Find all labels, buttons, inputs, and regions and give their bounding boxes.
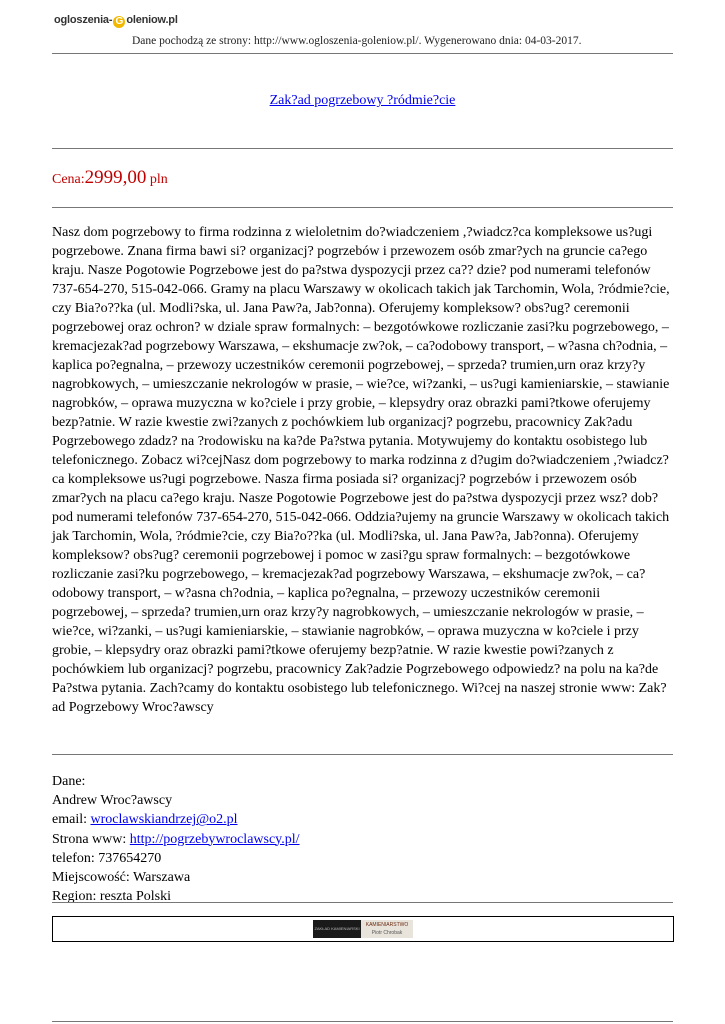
contact-city-row	[52, 868, 300, 887]
www-label: Strona www:	[52, 831, 130, 847]
source-line: Dane pochodzą ze strony: http://www.ogloszenia-goleniow.pl/. Wygenerowano dnia: 04-03-2017.	[132, 35, 582, 47]
contact-region-row	[52, 887, 300, 906]
description-divider	[52, 754, 673, 755]
listing-title	[0, 93, 725, 109]
contact-name: Andrew Wroc?awscy	[52, 793, 173, 809]
logo-text-a: ogloszenia-	[54, 14, 113, 26]
city-value: Warszawa	[133, 870, 191, 886]
footer-divider	[52, 1021, 673, 1022]
price-value: 2999,00	[84, 167, 147, 188]
price-currency: pln	[146, 172, 168, 187]
site-logo[interactable]	[54, 14, 178, 28]
phone-value: 737654270	[98, 850, 162, 866]
listing-title-link[interactable]: Zak?ad pogrzebowy ?ródmie?cie	[269, 93, 456, 108]
banner-box	[52, 916, 674, 942]
contact-block	[52, 772, 300, 906]
logo-text-b: oleniow.pl	[126, 14, 178, 26]
banner-right	[361, 920, 413, 938]
banner-right-title: KAMIENIARSTWO	[365, 922, 409, 928]
email-link[interactable]: wroclawskiandrzej@o2.pl	[90, 812, 238, 828]
city-label: Miejscowość:	[52, 870, 134, 886]
banner-left-text: ZAKŁAD KAMIENIARSKI	[313, 920, 361, 938]
title-divider	[52, 148, 673, 149]
contact-www-row	[52, 830, 300, 849]
www-link[interactable]: http://pogrzebywroclawscy.pl/	[129, 831, 300, 847]
contact-divider	[52, 902, 673, 903]
phone-label: telefon:	[52, 850, 99, 866]
contact-email-row	[52, 810, 300, 829]
region-label: Region:	[52, 889, 100, 905]
email-label: email:	[52, 812, 91, 828]
contact-phone-row	[52, 849, 300, 868]
region-value: reszta Polski	[99, 889, 171, 905]
header-divider	[52, 53, 673, 54]
contact-heading: Dane:	[52, 774, 86, 789]
ad-banner-image[interactable]	[313, 920, 413, 938]
price	[52, 167, 168, 189]
logo-g-icon: G	[113, 16, 125, 28]
price-divider	[52, 207, 673, 208]
price-label: Cena:	[52, 172, 85, 187]
listing-description: Nasz dom pogrzebowy to firma rodzinna z wieloletnim do?wiadczeniem ,?wiadcz?ca kompleksowe us?ugi pogrzebowe. Znana firma bawi si? organizacj? pogrzebów i przewozem osób zmar?ych na gruncie ca?ego kraju. Nasze Pogotowie Pogrzebowe jest do pa?stwa dyspozycji przez ca?? dzie? pod numerami telefonów 737-654-270, 515-042-066. Gramy na placu Warszawy w okolicach takich jak Tarchomin, Wola, ?ródmie?cie, czy Bia?o??ka (ul. Modli?ska, ul. Jana Paw?a, Jab?onna). Oferujemy kompleksow? obs?ug? ceremonii pogrzebowej oraz ochron? w dziale spraw formalnych: – bezgotówkowe rozliczanie zasi?ku pogrzebowego, – kremacjezak?ad pogrzebowy Warszawa, – ekshumacje zw?ok, – ca?odobowy transport, – w?asna ch?odnia, – kaplica po?egnalna, – przewozy uczestników ceremonii pogrzebowej, – sprzeda? trumien,urn oraz krzy?y nagrobkowych, – umieszczanie nekrologów w prasie, – wie?ce, wi?zanki, – us?ugi kamieniarskie, – stawianie nagrobków, – oprawa muzyczna w ko?ciele i przy grobie, – klepsydry oraz obrazki pami?tkowe oferujemy bezp?atnie. W razie kwestie zwi?zanych z pochówkiem lub organizacj? pogrzebu, pracownicy Zak?adu Pogrzebowego zdadz? na ?rodowisku na ka?de Pa?stwa pytania. Motywujemy do kontaktu osobistego lub telefonicznego. Zobacz wi?cejNasz dom pogrzebowy to marka rodzinna z d?ugim do?wiadczeniem ,?wiadcz?ca kompleksowe us?ugi pogrzebowe. Nasza firma posiada si? organizacj? pogrzebów i przewozem osób zmar?ych na placu ca?ego kraju. Nasze Pogotowie Pogrzebowe jest do pa?stwa dyspozycji przez wsz? dob? pod numerami telefonów 737-654-270, 515-042-066. Oddzia?ujemy na gruncie Warszawy w okolicach takich jak Tarchomin, Wola, ?ródmie?cie, czy Bia?o??ka (ul. Modli?ska, ul. Jana Paw?a, Jab?onna). Oferujemy kompleksow? obs?ug? ceremonii pogrzebowej i pomoc w zasi?gu spraw formalnych: – bezgotówkowe rozliczanie zasi?ku pogrzebowego, – kremacjezak?ad pogrzebowy Warszawa, – ekshumacje zw?ok, – ca?odobowy transport, – w?asna ch?odnia, – kaplica po?egnalna, – przewozy uczestników ceremonii pogrzebowej, – sprzeda? trumien,urn oraz krzy?y nagrobkowych, – umieszczanie nekrologów w prasie, – wie?ce, wi?zanki, – us?ugi kamieniarskie, – stawianie nagrobków, – oprawa muzyczna w ko?ciele i przy grobie, – klepsydry oraz obrazki pami?tkowe oferujemy bezp?atnie. W razie kwestie powi?zanych z pochówkiem lub organizacj? pogrzebu, pracownicy Zak?adzie Pogrzebowego odpowiedz? na polu na ka?de Pa?stwa pytania. Zach?camy do kontaktu osobistego lub telefonicznego. Wi?cej na naszej stronie www: Zak?ad Pogrzebowy Wroc?awscy	[52, 225, 670, 715]
banner-right-name: Piotr Chrobak	[371, 930, 403, 936]
